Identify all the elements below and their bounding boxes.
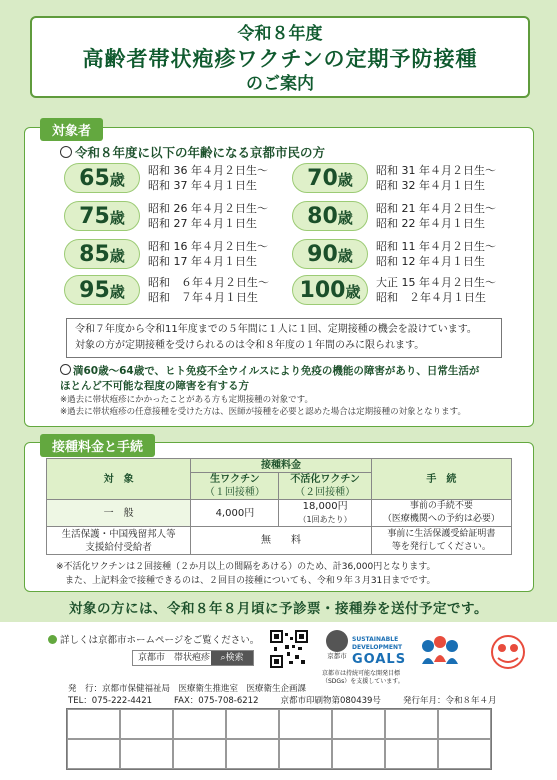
age-pill: [64, 201, 140, 231]
cell-fee-free: 無 料: [191, 527, 371, 555]
grid-cell: [385, 709, 438, 739]
fee-notes: [56, 560, 436, 588]
age-to: 昭和 22 年４月１日生: [376, 217, 485, 230]
age-dates: [148, 239, 268, 269]
age-row-80: [292, 201, 496, 231]
age-unit: 歳: [337, 247, 353, 265]
grid-cell: [438, 709, 491, 739]
age-from: 昭和 36 年４月２日生〜: [148, 164, 268, 177]
eligibility-note: [66, 318, 502, 358]
condition-line: 満60歳〜64歳で、ヒト免疫不全ウイルスにより免疫の機能の障害があり、日常生活が: [73, 365, 480, 377]
fee-note: ※不活化ワクチンは２回接種（２か月以上の間隔をあける）のため、計36,000円となります。: [56, 562, 436, 572]
cell-inact: [279, 500, 371, 527]
age-number: 65: [79, 166, 110, 191]
sdg-note: 京都市は持続可能な開発目標（SDGs）を支援しています。: [322, 670, 404, 685]
city-emblem-icon: [326, 630, 348, 652]
age-pill: [64, 163, 140, 193]
age-pill: [292, 163, 368, 193]
sdgs-logo: [352, 636, 406, 667]
age-to: 昭和 37 年４月１日生: [148, 179, 257, 192]
age-unit: 歳: [337, 171, 353, 189]
small-note: ※過去に帯状疱疹にかかったことがある方も定期接種の対象です。: [60, 395, 313, 405]
age-to: 昭和 ２年４月１日生: [376, 291, 486, 304]
age-to: 昭和 17 年４月１日生: [148, 255, 257, 268]
age-dates: [376, 275, 496, 305]
age-dates: [376, 201, 496, 231]
cell-proc: [371, 527, 511, 555]
more-info: [48, 632, 259, 646]
condition-line: ほとんど不可能な程度の障害を有する方: [60, 380, 249, 392]
grid-cell: [332, 739, 385, 769]
grid-cell: [226, 739, 279, 769]
grid-cell: [173, 709, 226, 739]
col-inactivated: [279, 473, 371, 500]
health-logo-icon: [488, 632, 528, 672]
target-header: 対象者: [40, 118, 103, 141]
age-number: 80: [307, 204, 338, 229]
city-name: 京都市: [327, 652, 347, 660]
cell-inact-sub: （1回あたり）: [298, 515, 352, 524]
more-info-text: 詳しくは京都市ホームページをご覧ください。: [60, 635, 260, 646]
grid-cell: [385, 739, 438, 769]
grid-cell: [226, 709, 279, 739]
cell-proc-line: 事前に生活保護受給証明書: [387, 528, 496, 539]
col-fee: 接種料金: [191, 459, 371, 473]
cell-proc-line: （医療機関への予約は必要）: [382, 514, 500, 524]
community-logo-icon: [418, 632, 462, 672]
col-target: 対 象: [47, 459, 191, 500]
age-from: 昭和 21 年４月２日生〜: [376, 202, 496, 215]
fee-header: 接種料金と手続: [40, 434, 155, 457]
age-row-100: [292, 275, 496, 305]
search-button-label: 検索: [225, 653, 244, 663]
print-number: 京都市印刷物第080439号: [280, 696, 381, 706]
sdg-line: SUSTAINABLE: [352, 636, 399, 643]
grid-cell: [438, 739, 491, 769]
grid-cell: [120, 739, 173, 769]
cell-target: [47, 527, 191, 555]
age-dates: [376, 163, 496, 193]
note-line: 対象の方が定期接種を受けられるのは令和８年度の１年間のみに限られます。: [75, 340, 425, 351]
age-dates: [148, 163, 268, 193]
age-row-85: [64, 239, 268, 269]
circle-bullet-icon: [60, 146, 72, 158]
cell-target-line: 生活保護・中国残留邦人等: [61, 528, 176, 540]
search-box: [132, 650, 254, 666]
cell-live: 4,000円: [191, 500, 279, 527]
col-live-sub: （１回接種）: [204, 487, 265, 498]
age-unit: 歳: [109, 247, 125, 265]
grid-cell: [279, 709, 332, 739]
sdg-line: DEVELOPMENT: [352, 644, 403, 651]
sdg-goals: GOALS: [352, 652, 407, 667]
table-row: [47, 500, 512, 527]
issuer: 発 行：京都市保健福祉局 医療衛生推進室 医療衛生企画課: [68, 684, 307, 694]
age-from: 大正 15 年４月２日生〜: [376, 276, 496, 289]
title-sub: のご案内: [246, 74, 314, 94]
age-pill: [292, 239, 368, 269]
age-pill: [64, 275, 140, 305]
age-number: 95: [79, 278, 110, 303]
grid-cell: [332, 709, 385, 739]
grid-cell: [120, 709, 173, 739]
age-from: 昭和 16 年４月２日生〜: [148, 240, 268, 253]
small-note: ※過去に帯状疱疹の任意接種を受けた方は、医師が接種を必要と認めた場合は定期接種の対象となります。: [60, 407, 466, 417]
age-to: 昭和 27 年４月１日生: [148, 217, 257, 230]
table-row: [47, 527, 512, 555]
age-row-75: [64, 201, 268, 231]
age-to: 昭和 32 年４月１日生: [376, 179, 485, 192]
target-lead: [60, 143, 325, 161]
age-from: 昭和 31 年４月２日生〜: [376, 164, 496, 177]
age-pill: [292, 201, 368, 231]
title-year: 令和８年度: [237, 24, 323, 44]
age-from: 昭和 26 年４月２日生〜: [148, 202, 268, 215]
page-title: 高齢者帯状疱疹ワクチンの定期予防接種: [82, 47, 478, 71]
grid-cell: [67, 739, 120, 769]
age-from: 昭和 11 年４月２日生〜: [376, 240, 496, 253]
fee-table: [46, 458, 512, 555]
age-pill: [292, 275, 368, 305]
age-to: 昭和 12 年４月１日生: [376, 255, 485, 268]
col-live: [191, 473, 279, 500]
search-term: 京都市 帯状疱疹: [138, 653, 211, 663]
target-lead-text: 令和８年度に以下の年齢になる京都市民の方: [75, 145, 326, 160]
col-procedure: 手 続: [371, 459, 511, 500]
note-line: 令和７年度から令和11年度までの５年間に１人に１回、定期接種の機会を設けています。: [75, 324, 477, 335]
col-inact-label: 不活化ワクチン: [290, 474, 360, 485]
age-dates: [376, 239, 496, 269]
circle-bullet-icon: [60, 364, 71, 375]
title-box: [30, 16, 530, 98]
cell-target: 一 般: [47, 500, 191, 527]
contact-info: [68, 694, 496, 706]
grid-cell: [67, 709, 120, 739]
age-number: 75: [79, 204, 110, 229]
age-unit: 歳: [337, 209, 353, 227]
age-row-90: [292, 239, 496, 269]
fax: FAX：075-708-6212: [174, 696, 259, 706]
fee-note: また、上記料金で接種できるのは、２回目の接種についても、令和９年３月31日までです。: [56, 576, 436, 586]
age-number: 90: [307, 242, 338, 267]
age-number: 70: [307, 166, 338, 191]
col-live-label: 生ワクチン: [210, 474, 260, 485]
cell-inact-value: 18,000円: [302, 501, 348, 512]
cell-target-line: 支援給付受給者: [85, 541, 152, 553]
grid-cell: [279, 739, 332, 769]
cell-proc: [371, 500, 511, 527]
tel: TEL：075-222-4421: [68, 696, 153, 706]
mailing-banner: 対象の方には、令和８年８月頃に予診票・接種券を送付予定です。: [69, 601, 488, 617]
bullet-dot-icon: [48, 635, 57, 644]
condition-text: [60, 364, 510, 394]
age-unit: 歳: [109, 171, 125, 189]
age-number: 85: [79, 242, 110, 267]
age-row-95: [64, 275, 269, 305]
age-dates: [148, 201, 268, 231]
age-number: 100: [299, 278, 346, 303]
issue-date: 発行年月：令和８年４月: [402, 696, 497, 706]
age-to: 昭和 ７年４月１日生: [148, 291, 258, 304]
age-unit: 歳: [109, 209, 125, 227]
qr-code-icon: [270, 630, 308, 668]
age-unit: 歳: [109, 283, 125, 301]
age-row-70: [292, 163, 496, 193]
city-logo: [322, 630, 352, 661]
search-button: [211, 651, 253, 665]
cell-proc-line: 事前の手続不要: [409, 501, 473, 511]
age-from: 昭和 ６年４月２日生〜: [148, 276, 269, 289]
age-row-65: [64, 163, 268, 193]
stamp-grid: [66, 708, 492, 770]
grid-cell: [173, 739, 226, 769]
search-icon: ⌕: [220, 653, 226, 663]
age-dates: [148, 275, 269, 305]
age-unit: 歳: [345, 283, 361, 301]
age-pill: [64, 239, 140, 269]
cell-proc-line: 等を発行してください。: [391, 541, 491, 552]
col-inact-sub: （２回接種）: [295, 487, 356, 498]
